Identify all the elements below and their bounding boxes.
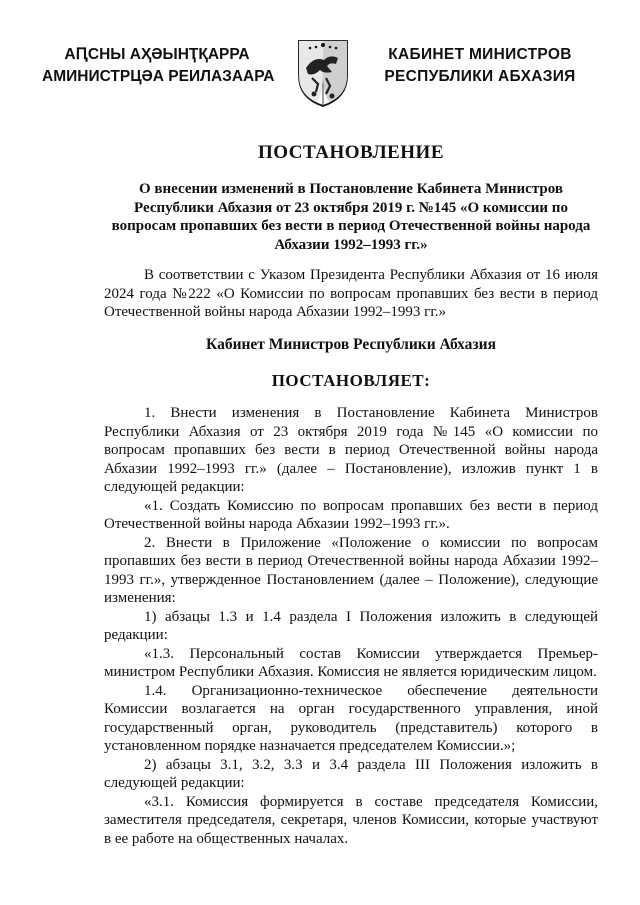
issuer-name: Кабинет Министров Республики Абхазия — [206, 336, 496, 353]
paragraph-1: 1. Внести изменения в Постановление Кабинета Министров Республики Абхазия от 23 октября 2019 года №145 «О комиссии по вопросам пропавших без вести в период Отечественной войны народа Абхазии 1992–1993 гг.» (далее – Постановление), изложив пункт 1 в следующей редакции: — [104, 405, 598, 495]
header-russian-line-2: РЕСПУБЛИКИ АБХАЗИЯ — [384, 68, 576, 85]
decree-block — [104, 372, 598, 391]
preamble-block — [104, 266, 598, 322]
header-russian-line-1: КАБИНЕТ МИНИСТРОВ — [388, 46, 572, 63]
paragraph-5: «1.3. Персональный состав Комиссии утверждается Премьер-министром Республики Абхазия. Комиссия не является юридическим лицом. — [104, 645, 598, 680]
paragraph-3: 2. Внести в Приложение «Положение о комиссии по вопросам пропавших без вести в период Отечественной войны народа Абхазии 1992–1993 гг.», утвержденное Постановлением (далее – Положение), следующие изменения: — [104, 534, 598, 606]
document-title: ПОСТАНОВЛЕНИЕ — [257, 142, 445, 163]
paragraphs-list — [104, 404, 598, 848]
document-subject: О внесении изменений в Постановление Кабинета Министров Республики Абхазия от 23 октября 2019 г. №145 «О комиссии по вопросам пропавших без вести в период Отечественной войны народа Абхазии 1992–1993 гг.» — [111, 181, 591, 253]
preamble-text: В соответствии с Указом Президента Республики Абхазия от 16 июля 2024 года №222 «О Комиссии по вопросам пропавших без вести в период Отечественной войны народа Абхазии 1992–1993 гг.» — [104, 267, 598, 320]
paragraph-4: 1) абзацы 1.3 и 1.4 раздела I Положения изложить в следующей редакции: — [104, 608, 598, 643]
header-abkhaz-line-2: АМИНИСТРЦӘА РЕИЛАЗААРА — [42, 68, 275, 85]
paragraph-8: «3.1. Комиссия формируется в составе председателя Комиссии, заместителя председателя, секретаря, членов Комиссии, которые участвуют в ее работе на общественных началах. — [104, 793, 598, 847]
header-russian-name — [370, 44, 590, 88]
paragraph-6: 1.4. Организационно-техническое обеспечение деятельности Комиссии возлагается на орган государственного управления, иной государственный орган, руководитель (представитель) которого в установленном порядке назначается председателем Комиссии.»; — [104, 682, 598, 754]
paragraph-7: 2) абзацы 3.1, 3.2, 3.3 и 3.4 раздела III Положения изложить в следующей редакции: — [104, 756, 598, 791]
header-abkhaz-line-1: АԤСНЫ АҲӘЫНҬҚАРРА — [64, 46, 250, 63]
header-abkhaz-name — [42, 44, 275, 88]
decree-word: ПОСТАНОВЛЯЕТ: — [271, 371, 431, 390]
abkhazia-coat-of-arms-icon — [296, 38, 350, 108]
issuer-block — [104, 336, 598, 355]
paragraph-2: «1. Создать Комиссию по вопросам пропавших без вести в период Отечественной войны народа Абхазии 1992–1993 гг.». — [104, 497, 598, 532]
